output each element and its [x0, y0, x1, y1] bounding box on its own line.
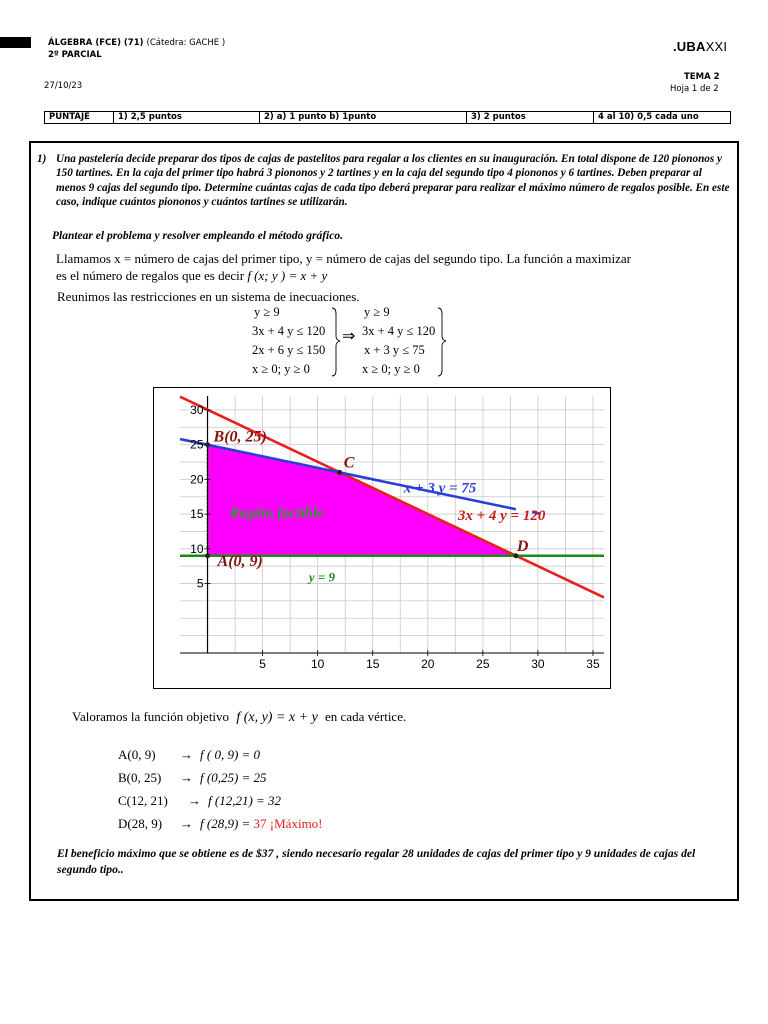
- exam-date: 27/10/23: [44, 81, 83, 91]
- problem-number: 1): [37, 153, 47, 165]
- vertex-row: C(12, 21) → f (12,21) = 32: [118, 793, 282, 808]
- x-tick-label: 5: [259, 657, 266, 671]
- x-tick-label: 20: [421, 657, 435, 671]
- tema-label: TEMA 2: [684, 72, 720, 82]
- feasible-region-chart: [154, 388, 610, 688]
- inequality: 2x + 6 y ≤ 150: [252, 343, 326, 357]
- inequality: y ≥ 9: [364, 305, 390, 319]
- objective-line: es el número de regalos que es decir f (x; y ) = x + y: [56, 267, 328, 283]
- inequality: x ≥ 0; y ≥ 0: [252, 362, 310, 376]
- inequality: x ≥ 0; y ≥ 0: [362, 362, 420, 376]
- objective-function-inline: f (x, y) = x + y: [236, 710, 318, 725]
- point-label-c: C: [343, 454, 355, 472]
- y-tick-label: 20: [190, 472, 204, 487]
- x-tick-label: 35: [586, 657, 600, 671]
- system-right-brace: [436, 306, 452, 378]
- point-label-a: A(0, 9): [217, 552, 263, 570]
- score-row: [45, 112, 731, 124]
- restrictions-intro: Reunimos las restricciones en un sistema de inecuaciones.: [57, 289, 360, 304]
- score-cell: PUNTAJE: [45, 112, 114, 124]
- problem-statement: [37, 152, 733, 210]
- point-label-b: B(0, 25): [213, 428, 267, 446]
- vertex-row: D(28, 9) → f (28,9) = 37 ¡Máximo!: [118, 816, 323, 831]
- problem-text: Una pastelería decide preparar dos tipos de cajas de pastelitos para regalar a los clientes en su inauguración. En total dispone de 120 piononos y 150 tartines. En la caja del primer tipo habrá 3 piononos y 2 tartines y en la caja del segundo tipo 4 piononos y 6 tartines. Deben preparar al menos 9 cajas del segundo tipo. Determine cuántas cajas de cada tipo deberá preparar para realizar el máximo número de regalos posible. En este caso, indique cuántos piononos y cuántos tartines se utilizarán.: [56, 153, 730, 209]
- y-tick-label: 15: [190, 507, 204, 522]
- objective-function: f (x; y ) = x + y: [247, 267, 328, 283]
- vertex-point: [337, 470, 342, 475]
- exam-name: 2º PARCIAL: [48, 50, 102, 60]
- y-tick-label: 5: [196, 576, 204, 591]
- vertex-row: B(0, 25) → f (0,25) = 25: [118, 770, 267, 785]
- line-label-blue: x + 3 y = 75: [403, 480, 477, 497]
- x-tick-label: 15: [366, 657, 380, 671]
- x-tick-label: 25: [476, 657, 490, 671]
- score-cell: 4 al 10) 0,5 cada uno: [594, 112, 731, 124]
- implies-arrow: ⇒: [342, 328, 356, 345]
- line-label-green: y = 9: [308, 569, 336, 585]
- point-label-d: D: [516, 537, 529, 555]
- y-tick-label: 25: [190, 437, 204, 452]
- inequality: 3x + 4 y ≤ 120: [362, 324, 436, 338]
- score-cell: 3) 2 puntos: [467, 112, 594, 124]
- x-tick-label: 30: [531, 657, 545, 671]
- instruction-text: Plantear el problema y resolver empleando el método gráfico.: [52, 230, 343, 242]
- system-right: [362, 303, 435, 379]
- score-table: [44, 111, 731, 124]
- graph-frame: [153, 387, 611, 689]
- y-tick-label: 10: [190, 541, 204, 556]
- conclusion-text: El beneficio máximo que se obtiene es de $37 , siendo necesario regalar 28 unidades de cajas del primer tipo y 9 unidades de cajas del segundo tipo..: [57, 847, 696, 876]
- y-tick-label: 30: [190, 402, 204, 417]
- variables-definition: [56, 251, 736, 284]
- page-indicator: Hoja 1 de 2: [670, 84, 719, 94]
- x-tick-label: 10: [310, 657, 325, 671]
- variables-line: Llamamos x = número de cajas del primer tipo, y = número de cajas del segundo tipo. La función a maximizar: [56, 251, 631, 266]
- inequality: x + 3 y ≤ 75: [364, 343, 425, 357]
- black-bar: [0, 37, 31, 48]
- evaluation-intro: Valoramos la función objetivo f (x, y) = x + y en cada vértice.: [72, 709, 407, 725]
- maximum-label: 37 ¡Máximo!: [253, 816, 323, 831]
- region-label: Región factible: [229, 505, 324, 522]
- inequality: 3x + 4 y ≤ 120: [252, 324, 326, 338]
- vertex-point: [205, 442, 210, 447]
- line-label-red: 3x + 4 y = 120: [457, 508, 546, 525]
- score-cell: 1) 2,5 puntos: [114, 112, 260, 124]
- course-title: ÁLGEBRA (FCE) (71) (Cátedra: GACHE ): [48, 38, 226, 48]
- score-cell: 2) a) 1 punto b) 1punto: [260, 112, 467, 124]
- system-left: [252, 303, 325, 379]
- vertex-point: [205, 553, 210, 558]
- inequality: y ≥ 9: [254, 305, 280, 319]
- uba-logo: .UBAXXI: [673, 39, 728, 54]
- vertex-evaluations: [118, 743, 323, 835]
- vertex-row: A(0, 9) → f ( 0, 9) = 0: [118, 747, 261, 762]
